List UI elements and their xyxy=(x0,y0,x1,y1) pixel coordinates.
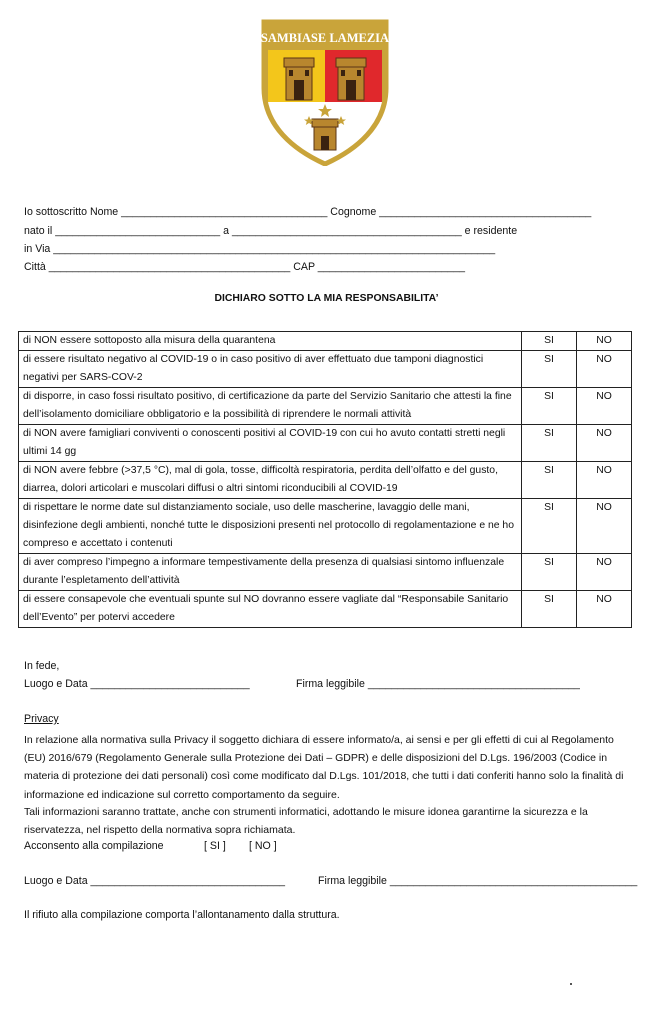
table-row xyxy=(19,554,632,591)
option-si[interactable]: SI xyxy=(522,554,577,591)
option-no[interactable]: NO xyxy=(577,554,632,591)
signature-field[interactable]: Firma leggibile __________________________________________ xyxy=(318,875,638,887)
place-date-field[interactable]: Luogo e Data ___________________________ xyxy=(24,678,250,690)
declaration-text: di aver compreso l’impegno a informare tempestivamente della presenza di qualsiasi sintomo influenzale durante l’espletamento dell’attività xyxy=(19,554,522,591)
table-row xyxy=(19,388,632,425)
option-no[interactable]: NO xyxy=(577,351,632,388)
privacy-title: Privacy xyxy=(24,713,59,725)
declaration-text: di disporre, in caso fossi risultato positivo, di certificazione da parte del Servizio Sanitario che attesti la fine dell’isolamento domiciliare obbligatorio e la possibilità di riprendere le normali attività xyxy=(19,388,522,425)
declaration-title: DICHIARO SOTTO LA MIA RESPONSABILITA’ xyxy=(214,293,439,304)
option-no[interactable]: NO xyxy=(577,388,632,425)
privacy-paragraph: In relazione alla normativa sulla Privacy il soggetto dichiara di essere informato/a, ai sensi e per gli effetti di cui al Regolamento (EU) 2016/679 (Regolamento Generale sulla Protezione dei Dati – GDPR) e delle disposizioni del D.Lgs. 196/2003 (Codice in materia di protezione dei dati personali) così come modificato dal D.Lgs. 101/2018, che tutti i dati conferiti hanno solo la finalità di informazione ed indicazione sul corretto comportamento da seguire. xyxy=(24,734,624,801)
in-fede-text: In fede, xyxy=(24,660,60,672)
table-row xyxy=(19,351,632,388)
declaration-table xyxy=(18,331,632,628)
option-no[interactable]: NO xyxy=(577,462,632,499)
option-si[interactable]: SI xyxy=(522,332,577,351)
declaration-text: di essere risultato negativo al COVID-19 o in caso positivo di aver effettuato due tamponi diagnostici negativi per SARS-COV-2 xyxy=(19,351,522,388)
option-si[interactable]: SI xyxy=(522,351,577,388)
consent-si-option[interactable]: [ SI ] xyxy=(204,840,226,852)
option-si[interactable]: SI xyxy=(522,499,577,554)
table-row xyxy=(19,425,632,462)
option-no[interactable]: NO xyxy=(577,425,632,462)
signature-field[interactable]: Firma leggibile ____________________________________ xyxy=(296,678,580,690)
refusal-notice: Il rifiuto alla compilazione comporta l’allontanamento dalla struttura. xyxy=(24,909,340,921)
table-row xyxy=(19,499,632,554)
table-row xyxy=(19,332,632,351)
declaration-text: di essere consapevole che eventuali spunte sul NO dovranno essere vagliate dal “Responsabile Sanitario dell’Evento” per potervi accedere xyxy=(19,591,522,628)
declaration-text: di rispettare le norme date sul distanziamento sociale, uso delle mascherine, lavaggio delle mani, disinfezione degli ambienti, nonché tutte le disposizioni presenti nel protocollo di regolamentazione e ne ho compreso e accettato i contenuti xyxy=(19,499,522,554)
form-birth-line: nato il ____________________________ a _______________________________________ e residente xyxy=(24,225,518,237)
consent-label: Acconsento alla compilazione xyxy=(24,840,164,852)
option-no[interactable]: NO xyxy=(577,332,632,351)
privacy-paragraph-2: Tali informazioni saranno trattate, anche con strumenti informatici, adottando le misure idonea garantirne la sicurezza e la riservatezza, nel rispetto della normativa sopra richiamata. xyxy=(24,806,588,837)
consent-no-option[interactable]: [ NO ] xyxy=(249,840,277,852)
form-street-line: in Via ___________________________________________________________________________ xyxy=(24,243,496,255)
declaration-text: di NON avere febbre (>37,5 °C), mal di gola, tosse, difficoltà respiratoria, perdita dell’olfatto e del gusto, diarrea, dolori articolari e muscolari diffusi o altri sintomi riconducibili al COVID-19 xyxy=(19,462,522,499)
table-row xyxy=(19,462,632,499)
crest-banner-text: SAMBIASE LAMEZIA xyxy=(260,31,390,45)
club-crest-logo xyxy=(258,18,392,166)
option-no[interactable]: NO xyxy=(577,499,632,554)
option-si[interactable]: SI xyxy=(522,388,577,425)
form-name-surname-line: Io sottoscritto Nome ___________________________________ Cognome ____________________________________ xyxy=(24,206,592,218)
option-si[interactable]: SI xyxy=(522,591,577,628)
table-row xyxy=(19,591,632,628)
place-date-field[interactable]: Luogo e Data _________________________________ xyxy=(24,875,285,887)
option-no[interactable]: NO xyxy=(577,591,632,628)
form-city-cap-line: Città _________________________________________ CAP _________________________ xyxy=(24,261,466,273)
page-speck xyxy=(570,983,572,985)
declaration-text: di NON avere famigliari conviventi o conoscenti positivi al COVID-19 con cui ho avuto contatti stretti negli ultimi 14 gg xyxy=(19,425,522,462)
declaration-text: di NON essere sottoposto alla misura della quarantena xyxy=(19,332,522,351)
option-si[interactable]: SI xyxy=(522,425,577,462)
option-si[interactable]: SI xyxy=(522,462,577,499)
